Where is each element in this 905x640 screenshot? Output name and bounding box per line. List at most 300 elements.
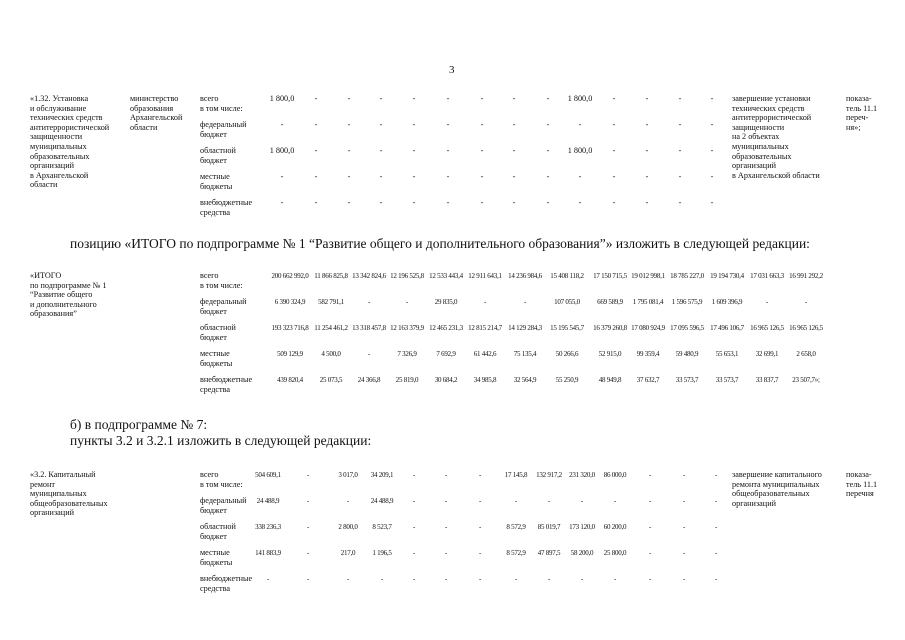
- funding-value-cell: 17 496 106,7: [710, 324, 744, 332]
- funding-value-cell: -: [578, 198, 582, 207]
- funding-value-cell: 19 012 998,1: [631, 272, 665, 280]
- section3-item-line: общеобразовательных: [30, 498, 108, 508]
- funding-value-cell: -: [280, 120, 284, 129]
- funding-value-cell: -: [314, 146, 318, 155]
- funding-value-cell: -: [480, 146, 484, 155]
- funding-value-cell: -: [412, 120, 416, 129]
- funding-value-cell: 509 129,9: [277, 350, 303, 358]
- funding-value-cell: 8 523,7: [372, 523, 392, 531]
- funding-source-label-line: областной: [200, 323, 236, 332]
- section2-item-line: образования”: [30, 309, 77, 319]
- funding-source-label-line: местные: [200, 349, 230, 358]
- funding-value-cell: -: [546, 146, 550, 155]
- funding-value-cell: -: [645, 146, 649, 155]
- section1-item-line: «1.32. Установка: [30, 94, 89, 103]
- section1-executor-line: Архангельской: [130, 113, 183, 123]
- section1-result-line: муниципальных: [732, 141, 789, 151]
- funding-source-label-line: бюджет: [200, 531, 227, 541]
- funding-source-label-line: федеральный: [200, 496, 247, 505]
- section3-item-line: «3.2. Капитальный: [30, 470, 96, 479]
- paragraph-subprogram-7: б) в подпрограмме № 7:: [70, 417, 208, 432]
- funding-source-label-line: средства: [200, 583, 231, 593]
- funding-value-cell: -: [578, 120, 582, 129]
- section3-indicator-line: перечня: [846, 489, 874, 499]
- section3-result-line: общеобразовательных: [732, 489, 810, 499]
- funding-source-label: [200, 172, 232, 191]
- funding-source-label-line: бюджет: [200, 155, 227, 165]
- funding-value-cell: -: [710, 146, 714, 155]
- funding-value-cell: -: [648, 523, 652, 531]
- funding-value-cell: 8 572,9: [506, 523, 526, 531]
- section2-item-line: “Развитие общего: [30, 290, 93, 300]
- funding-value-cell: -: [613, 497, 617, 505]
- funding-value-cell: -: [266, 575, 270, 583]
- funding-value-cell: -: [347, 146, 351, 155]
- funding-value-cell: -: [512, 120, 516, 129]
- funding-value-cell: 7 692,9: [436, 350, 456, 358]
- section1-result-line: технических средств: [732, 103, 805, 113]
- funding-value-cell: 25 800,0: [603, 549, 627, 557]
- funding-value-cell: 30 684,2: [434, 376, 458, 384]
- funding-value-cell: 52 915,0: [598, 350, 622, 358]
- funding-value-cell: -: [546, 198, 550, 207]
- funding-value-cell: 37 632,7: [636, 376, 660, 384]
- funding-source-label-line: средства: [200, 384, 231, 394]
- funding-value-cell: -: [678, 146, 682, 155]
- funding-value-cell: -: [512, 94, 516, 103]
- funding-value-cell: -: [314, 198, 318, 207]
- section3-indicator-line: показа-: [846, 470, 872, 479]
- funding-value-cell: -: [514, 575, 518, 583]
- funding-value-cell: -: [682, 523, 686, 531]
- funding-source-label-line: всего: [200, 470, 219, 479]
- funding-value-cell: 34 209,1: [370, 471, 394, 479]
- section3-result-line: ремонта муниципальных: [732, 479, 820, 489]
- funding-value-cell: 2 658,0: [796, 350, 816, 358]
- funding-value-cell: 15 408 118,2: [550, 272, 584, 280]
- funding-value-cell: -: [546, 120, 550, 129]
- funding-value-cell: -: [714, 497, 718, 505]
- funding-value-cell: -: [523, 298, 527, 306]
- funding-source-label-line: бюджет: [200, 505, 227, 515]
- funding-value-cell: -: [347, 120, 351, 129]
- section1-indicator: [846, 94, 877, 132]
- funding-value-cell: 50 266,6: [555, 350, 579, 358]
- section3-result-line: организаций: [732, 498, 776, 508]
- funding-value-cell: 17 095 596,5: [670, 324, 704, 332]
- funding-source-label-line: внебюджетные: [200, 375, 253, 384]
- section1-executor: [130, 94, 182, 132]
- funding-value-cell: 24 488,9: [370, 497, 394, 505]
- section1-result-line: завершение установки: [732, 94, 811, 103]
- funding-value-cell: 14 129 284,3: [508, 324, 542, 332]
- funding-value-cell: -: [678, 198, 682, 207]
- funding-value-cell: -: [367, 350, 371, 358]
- funding-value-cell: 12 465 231,3: [429, 324, 463, 332]
- section1-item-line: области: [30, 180, 58, 190]
- funding-value-cell: 33 573,7: [715, 376, 739, 384]
- funding-value-cell: -: [478, 497, 482, 505]
- funding-value-cell: 25 819,0: [395, 376, 419, 384]
- funding-value-cell: 217,0: [340, 549, 356, 557]
- funding-source-label-line: федеральный: [200, 297, 247, 306]
- funding-value-cell: 16 965 126,5: [789, 324, 823, 332]
- funding-value-cell: -: [306, 497, 310, 505]
- page-number: 3: [449, 64, 455, 76]
- funding-value-cell: -: [645, 120, 649, 129]
- funding-value-cell: 75 135,4: [513, 350, 537, 358]
- funding-source-label: [200, 297, 247, 316]
- paragraph-itogo-instruction: позицию «ИТОГО по подпрограмме № 1 “Развитие общего и дополнительного образования”» изложить в следующей редакции:: [70, 236, 810, 251]
- section1-item-line: муниципальных: [30, 141, 87, 151]
- funding-source-label-line: в том числе:: [200, 280, 243, 290]
- funding-value-cell: 12 163 379,9: [390, 324, 424, 332]
- funding-value-cell: -: [444, 575, 448, 583]
- funding-value-cell: 99 359,4: [636, 350, 660, 358]
- section1-item-line: технических средств: [30, 113, 103, 123]
- funding-value-cell: -: [804, 298, 808, 306]
- funding-value-cell: -: [346, 497, 350, 505]
- funding-value-cell: -: [710, 120, 714, 129]
- funding-value-cell: -: [710, 198, 714, 207]
- funding-value-cell: 17 080 924,9: [631, 324, 665, 332]
- section1-indicator-line: показа-: [846, 94, 872, 103]
- funding-source-label: [200, 574, 252, 593]
- section2-item-line: и дополнительного: [30, 299, 97, 309]
- funding-value-cell: -: [710, 172, 714, 181]
- funding-value-cell: 1 800,0: [269, 146, 295, 155]
- section1-item-text: [30, 94, 109, 190]
- funding-value-cell: 23 507,7»;: [792, 376, 820, 384]
- funding-value-cell: -: [514, 497, 518, 505]
- section1-item-line: и обслуживание: [30, 103, 87, 113]
- funding-value-cell: 16 965 126,5: [750, 324, 784, 332]
- funding-value-cell: -: [645, 198, 649, 207]
- section1-executor-line: области: [130, 122, 158, 132]
- funding-value-cell: -: [714, 523, 718, 531]
- funding-source-label-line: внебюджетные: [200, 198, 253, 207]
- funding-value-cell: -: [405, 298, 409, 306]
- funding-value-cell: 1 795 081,4: [632, 298, 664, 306]
- funding-source-label-line: бюджет: [200, 129, 227, 139]
- funding-value-cell: 32 699,1: [755, 350, 779, 358]
- funding-value-cell: 107 055,0: [554, 298, 580, 306]
- funding-value-cell: -: [306, 523, 310, 531]
- funding-value-cell: -: [714, 549, 718, 557]
- funding-source-label: [200, 94, 243, 113]
- funding-value-cell: -: [379, 198, 383, 207]
- funding-value-cell: 132 917,2: [536, 471, 562, 479]
- funding-value-cell: 16 991 292,2: [789, 272, 823, 280]
- funding-value-cell: 13 342 824,6: [352, 272, 386, 280]
- funding-value-cell: 6 390 324,9: [274, 298, 306, 306]
- funding-value-cell: 17 031 663,3: [750, 272, 784, 280]
- funding-value-cell: -: [379, 172, 383, 181]
- section1-item-line: образовательных: [30, 151, 90, 161]
- funding-value-cell: -: [483, 298, 487, 306]
- funding-value-cell: 12 815 214,7: [468, 324, 502, 332]
- funding-value-cell: -: [648, 575, 652, 583]
- funding-value-cell: 16 379 260,8: [593, 324, 627, 332]
- funding-value-cell: -: [580, 497, 584, 505]
- funding-value-cell: -: [648, 497, 652, 505]
- funding-source-label-line: в том числе:: [200, 103, 243, 113]
- funding-source-label-line: областной: [200, 522, 236, 531]
- funding-value-cell: 3 017,0: [338, 471, 358, 479]
- funding-value-cell: 14 236 984,6: [508, 272, 542, 280]
- section3-indicator-line: тель 11.1: [846, 479, 878, 489]
- section1-result-line: образовательных: [732, 151, 792, 161]
- funding-value-cell: -: [280, 198, 284, 207]
- funding-value-cell: -: [379, 146, 383, 155]
- funding-source-label: [200, 522, 236, 541]
- funding-value-cell: -: [446, 146, 450, 155]
- funding-value-cell: -: [678, 172, 682, 181]
- funding-value-cell: 86 000,0: [603, 471, 627, 479]
- funding-value-cell: 1 800,0: [567, 146, 593, 155]
- funding-value-cell: -: [314, 94, 318, 103]
- funding-source-label-line: бюджеты: [200, 358, 233, 368]
- section3-item-line: ремонт: [30, 479, 55, 489]
- funding-source-label: [200, 496, 247, 515]
- section1-result-line: в Архангельской области: [732, 170, 820, 180]
- funding-source-label: [200, 198, 252, 217]
- funding-value-cell: -: [379, 120, 383, 129]
- funding-value-cell: 34 985,8: [473, 376, 497, 384]
- section3-result: [732, 470, 822, 508]
- funding-value-cell: 58 200,0: [570, 549, 594, 557]
- funding-source-label-line: бюджет: [200, 332, 227, 342]
- section3-item-text: [30, 470, 108, 518]
- funding-value-cell: -: [613, 575, 617, 583]
- funding-value-cell: -: [412, 549, 416, 557]
- funding-value-cell: 200 662 992,0: [271, 272, 309, 280]
- funding-value-cell: -: [446, 172, 450, 181]
- funding-value-cell: -: [546, 94, 550, 103]
- funding-value-cell: -: [480, 198, 484, 207]
- funding-source-label: [200, 349, 232, 368]
- funding-value-cell: -: [645, 172, 649, 181]
- funding-value-cell: 193 323 716,8: [271, 324, 309, 332]
- funding-value-cell: 2 800,0: [338, 523, 358, 531]
- funding-value-cell: -: [444, 497, 448, 505]
- funding-source-label: [200, 146, 236, 165]
- funding-value-cell: -: [714, 471, 718, 479]
- funding-value-cell: -: [580, 575, 584, 583]
- funding-value-cell: -: [412, 497, 416, 505]
- funding-value-cell: -: [480, 172, 484, 181]
- funding-value-cell: 18 785 227,0: [670, 272, 704, 280]
- funding-value-cell: 17 145,8: [504, 471, 528, 479]
- funding-value-cell: -: [612, 198, 616, 207]
- funding-value-cell: 1 596 575,9: [671, 298, 703, 306]
- funding-value-cell: -: [446, 94, 450, 103]
- funding-value-cell: -: [347, 198, 351, 207]
- funding-value-cell: -: [306, 471, 310, 479]
- section3-result-line: завершение капитального: [732, 470, 822, 479]
- funding-value-cell: -: [446, 120, 450, 129]
- section1-result-line: организаций: [732, 161, 776, 171]
- funding-value-cell: 25 073,5: [319, 376, 343, 384]
- funding-value-cell: -: [480, 120, 484, 129]
- funding-value-cell: 12 911 643,1: [468, 272, 502, 280]
- section2-item-text: [30, 271, 107, 319]
- funding-value-cell: 24 488,9: [256, 497, 280, 505]
- funding-source-label-line: всего: [200, 94, 219, 103]
- funding-value-cell: -: [367, 298, 371, 306]
- funding-value-cell: -: [280, 172, 284, 181]
- funding-value-cell: 85 019,7: [537, 523, 561, 531]
- section3-item-line: муниципальных: [30, 489, 87, 499]
- section1-result-line: защищенности: [732, 122, 785, 132]
- funding-value-cell: -: [678, 120, 682, 129]
- funding-source-label-line: в том числе:: [200, 479, 243, 489]
- funding-value-cell: -: [765, 298, 769, 306]
- funding-source-label-line: местные: [200, 548, 230, 557]
- funding-value-cell: 15 195 545,7: [550, 324, 584, 332]
- funding-value-cell: -: [648, 471, 652, 479]
- section1-indicator-line: ня»;: [846, 122, 861, 132]
- section1-result-line: на 2 объектах: [732, 132, 780, 142]
- section1-item-line: в Архангельской: [30, 170, 89, 180]
- funding-value-cell: -: [682, 497, 686, 505]
- funding-value-cell: 582 791,1: [318, 298, 344, 306]
- funding-value-cell: 11 866 825,8: [314, 272, 348, 280]
- funding-value-cell: -: [710, 94, 714, 103]
- funding-value-cell: 60 200,0: [603, 523, 627, 531]
- funding-source-label: [200, 323, 236, 342]
- funding-value-cell: 19 194 730,4: [710, 272, 744, 280]
- section3-item-line: организаций: [30, 508, 74, 518]
- funding-value-cell: -: [480, 94, 484, 103]
- funding-value-cell: -: [547, 575, 551, 583]
- funding-value-cell: 33 573,7: [675, 376, 699, 384]
- funding-value-cell: -: [578, 172, 582, 181]
- funding-source-label: [200, 120, 247, 139]
- funding-value-cell: -: [478, 575, 482, 583]
- funding-value-cell: 1 196,5: [372, 549, 392, 557]
- funding-source-label-line: федеральный: [200, 120, 247, 129]
- funding-value-cell: 669 589,9: [597, 298, 623, 306]
- section3-indicator: [846, 470, 877, 499]
- funding-source-label-line: всего: [200, 271, 219, 280]
- section2-item-line: «ИТОГО: [30, 271, 62, 280]
- funding-value-cell: 4 500,0: [321, 350, 341, 358]
- funding-value-cell: -: [444, 549, 448, 557]
- funding-value-cell: -: [612, 146, 616, 155]
- funding-value-cell: -: [379, 94, 383, 103]
- funding-value-cell: -: [380, 575, 384, 583]
- funding-value-cell: 12 196 525,8: [390, 272, 424, 280]
- funding-source-label-line: бюджеты: [200, 557, 233, 567]
- funding-value-cell: -: [412, 172, 416, 181]
- funding-value-cell: -: [314, 172, 318, 181]
- section1-item-line: антитеррористической: [30, 122, 110, 132]
- funding-value-cell: -: [412, 471, 416, 479]
- funding-value-cell: -: [678, 94, 682, 103]
- funding-value-cell: 29 835,0: [434, 298, 458, 306]
- funding-source-label: [200, 375, 252, 394]
- funding-value-cell: -: [314, 120, 318, 129]
- funding-value-cell: -: [444, 471, 448, 479]
- funding-value-cell: -: [648, 549, 652, 557]
- section1-item-line: организаций: [30, 161, 74, 171]
- funding-value-cell: 439 820,4: [277, 376, 303, 384]
- funding-source-label-line: бюджет: [200, 306, 227, 316]
- funding-value-cell: -: [612, 94, 616, 103]
- funding-source-label: [200, 271, 243, 290]
- funding-value-cell: -: [412, 146, 416, 155]
- section2-item-line: по подпрограмме № 1: [30, 280, 107, 290]
- funding-value-cell: -: [412, 198, 416, 207]
- funding-value-cell: -: [547, 497, 551, 505]
- funding-value-cell: 48 949,8: [598, 376, 622, 384]
- funding-value-cell: -: [512, 146, 516, 155]
- funding-value-cell: 47 897,5: [537, 549, 561, 557]
- funding-value-cell: 7 326,9: [397, 350, 417, 358]
- funding-value-cell: -: [347, 94, 351, 103]
- funding-value-cell: -: [512, 198, 516, 207]
- funding-value-cell: -: [478, 523, 482, 531]
- funding-value-cell: 141 883,9: [255, 549, 281, 557]
- funding-value-cell: 231 320,0: [569, 471, 595, 479]
- funding-value-cell: 55 653,1: [715, 350, 739, 358]
- funding-value-cell: -: [645, 94, 649, 103]
- funding-value-cell: -: [412, 523, 416, 531]
- funding-source-label-line: местные: [200, 172, 230, 181]
- funding-value-cell: -: [446, 198, 450, 207]
- funding-value-cell: -: [612, 120, 616, 129]
- funding-value-cell: -: [682, 549, 686, 557]
- funding-value-cell: -: [478, 549, 482, 557]
- funding-value-cell: -: [512, 172, 516, 181]
- funding-value-cell: 173 120,0: [569, 523, 595, 531]
- funding-value-cell: -: [444, 523, 448, 531]
- funding-value-cell: -: [682, 575, 686, 583]
- funding-value-cell: -: [478, 471, 482, 479]
- section1-item-line: защищенности: [30, 132, 83, 142]
- funding-source-label-line: бюджеты: [200, 181, 233, 191]
- funding-value-cell: 61 442,6: [473, 350, 497, 358]
- paragraph-items-instruction: пункты 3.2 и 3.2.1 изложить в следующей редакции:: [70, 433, 372, 448]
- funding-value-cell: -: [306, 575, 310, 583]
- funding-source-label-line: областной: [200, 146, 236, 155]
- funding-value-cell: -: [412, 94, 416, 103]
- funding-value-cell: 11 254 461,2: [314, 324, 348, 332]
- funding-value-cell: 1 800,0: [269, 94, 295, 103]
- funding-value-cell: -: [412, 575, 416, 583]
- funding-value-cell: -: [612, 172, 616, 181]
- funding-value-cell: 504 609,1: [255, 471, 281, 479]
- section1-indicator-line: тель 11.1: [846, 103, 878, 113]
- section1-executor-line: министерство: [130, 94, 179, 103]
- funding-value-cell: -: [682, 471, 686, 479]
- funding-value-cell: -: [346, 575, 350, 583]
- funding-value-cell: -: [347, 172, 351, 181]
- funding-value-cell: 24 366,8: [357, 376, 381, 384]
- funding-source-label-line: средства: [200, 207, 231, 217]
- funding-value-cell: -: [546, 172, 550, 181]
- funding-value-cell: 338 236,3: [255, 523, 281, 531]
- funding-value-cell: 17 150 715,5: [593, 272, 627, 280]
- funding-value-cell: 13 318 457,8: [352, 324, 386, 332]
- funding-source-label: [200, 548, 232, 567]
- funding-value-cell: 59 480,9: [675, 350, 699, 358]
- funding-value-cell: 55 250,9: [555, 376, 579, 384]
- funding-value-cell: -: [306, 549, 310, 557]
- funding-value-cell: 12 533 443,4: [429, 272, 463, 280]
- funding-value-cell: 8 572,9: [506, 549, 526, 557]
